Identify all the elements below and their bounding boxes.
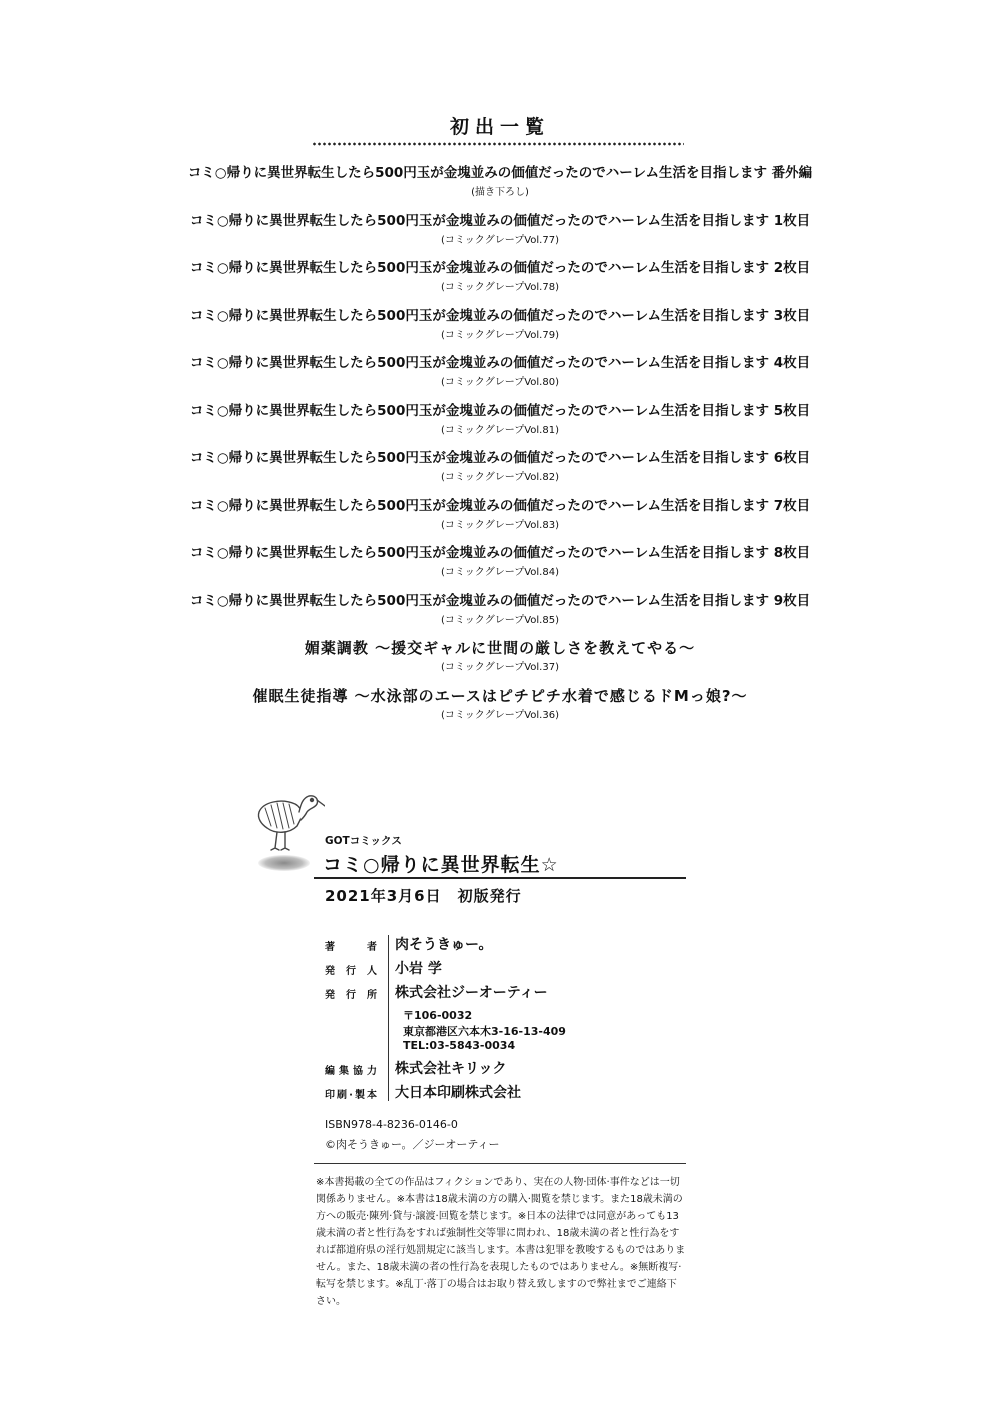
credit-value: 小岩 学	[395, 961, 442, 977]
entry-source: (コミックグレープVol.85)	[441, 614, 559, 626]
publication-date: 2021年3月6日 初版発行	[325, 887, 522, 905]
entry-source: (コミックグレープVol.80)	[441, 377, 559, 388]
entry-title: コミ○帰りに異世界転生したら500円玉が金塊並みの価値だったのでハーレム生活を目指します 7枚目	[189, 497, 811, 514]
entry-source: (コミックグレープVol.79)	[441, 329, 559, 341]
list-item	[0, 210, 1000, 258]
entry-title: コミ○帰りに異世界転生したら500円玉が金塊並みの価値だったのでハーレム生活を目指します 6枚目	[189, 450, 811, 466]
list-item	[0, 400, 1000, 448]
postal-code: 〒106-0032	[403, 1009, 473, 1022]
divider	[314, 877, 686, 879]
list-item	[0, 257, 1000, 305]
list-item	[0, 637, 1000, 685]
entry-title: コミ○帰りに異世界転生したら500円玉が金塊並みの価値だったのでハーレム生活を目指します 3枚目	[189, 307, 811, 324]
first-appearance-heading: 初出一覧	[449, 116, 550, 138]
list-item	[0, 447, 1000, 495]
imprint-label: GOTコミックス	[325, 835, 402, 847]
entry-title: コミ○帰りに異世界転生したら500円玉が金塊並みの価値だったのでハーレム生活を目指します 8枚目	[189, 545, 811, 561]
entry-source: (コミックグレープVol.78)	[441, 282, 559, 293]
list-item	[0, 542, 1000, 590]
credit-key: 印刷·製本	[325, 1090, 377, 1101]
isbn: ISBN978-4-8236-0146-0	[325, 1118, 458, 1131]
divider	[314, 1163, 686, 1164]
credit-key: 著者	[325, 942, 377, 953]
entry-title: コミ○帰りに異世界転生したら500円玉が金塊並みの価値だったのでハーレム生活を目指します 1枚目	[189, 212, 811, 229]
entry-title: 媚薬調教 ～援交ギャルに世間の厳しさを教えてやる～	[304, 639, 696, 657]
credit-value: 株式会社キリック	[395, 1061, 507, 1077]
credit-key: 発行所	[325, 990, 377, 1001]
entry-source: (コミックグレープVol.81)	[441, 424, 559, 436]
entry-source: (コミックグレープVol.82)	[441, 472, 559, 483]
entry-source: (コミックグレープVol.36)	[441, 709, 559, 721]
credit-key: 発行人	[325, 966, 377, 977]
copyright: ©肉そうきゅー。／ジーオーティー	[325, 1138, 500, 1151]
list-item	[0, 590, 1000, 638]
credit-value: 大日本印刷株式会社	[395, 1085, 521, 1101]
list-item	[0, 305, 1000, 353]
entry-title: コミ○帰りに異世界転生したら500円玉が金塊並みの価値だったのでハーレム生活を目指します 4枚目	[189, 355, 811, 371]
entry-title: コミ○帰りに異世界転生したら500円玉が金塊並みの価値だったのでハーレム生活を目指します 5枚目	[189, 402, 811, 419]
list-item	[0, 162, 1000, 210]
bird-shadow	[258, 855, 310, 871]
entry-source: (描き下ろし)	[471, 187, 529, 198]
entry-title: コミ○帰りに異世界転生したら500円玉が金塊並みの価値だったのでハーレム生活を目指します 9枚目	[189, 592, 811, 609]
first-appearance-list	[0, 162, 1000, 732]
bird-mascot-icon	[255, 790, 325, 865]
entry-source: (コミックグレープVol.83)	[441, 519, 559, 531]
entry-source: (コミックグレープVol.77)	[441, 234, 559, 246]
credit-key: 編集協力	[325, 1066, 377, 1077]
credit-value: 株式会社ジーオーティー	[395, 985, 548, 1001]
entry-title: コミ○帰りに異世界転生したら500円玉が金塊並みの価値だったのでハーレム生活を目指します 番外編	[187, 165, 813, 181]
telephone: TEL:03-5843-0034	[403, 1039, 516, 1052]
dotted-rule	[312, 141, 684, 147]
address: 東京都港区六本木3-16-13-409	[403, 1025, 566, 1038]
entry-title: コミ○帰りに異世界転生したら500円玉が金塊並みの価値だったのでハーレム生活を目指します 2枚目	[189, 260, 811, 276]
book-title: コミ○帰りに異世界転生☆	[323, 854, 559, 876]
list-item	[0, 495, 1000, 543]
entry-title: 催眠生徒指導 ～水泳部のエースはピチピチ水着で感じるドMっ娘?～	[252, 686, 748, 705]
entry-source: (コミックグレープVol.84)	[441, 567, 559, 578]
list-item	[0, 352, 1000, 400]
entry-source: (コミックグレープVol.37)	[441, 662, 559, 673]
legal-notice: ※本書掲載の全ての作品はフィクションであり、実在の人物·団体·事件などは一切関係ありません。※本書は18歳未満の方の購入·閲覧を禁じます。また18歳未満の方への販売·陳列·貸与·譲渡·回覧を禁じます。※日本の法律では同意があっても13歳未満の者と性行為をすれば強制性交等罪に問われ、18歳未満の者と性行為をすれば都道府県の淫行処罰規定に該当します。本書は犯罪を教唆するものではありません。また、18歳未満の者の性行為を表現したものではありません。※無断複写·転写を禁じます。※乱丁·落丁の場合はお取り替え致しますので弊社までご連絡下さい。	[316, 1177, 686, 1307]
divider-vertical	[388, 935, 389, 1101]
credit-value: 肉そうきゅー。	[395, 937, 493, 953]
list-item	[0, 685, 1000, 733]
